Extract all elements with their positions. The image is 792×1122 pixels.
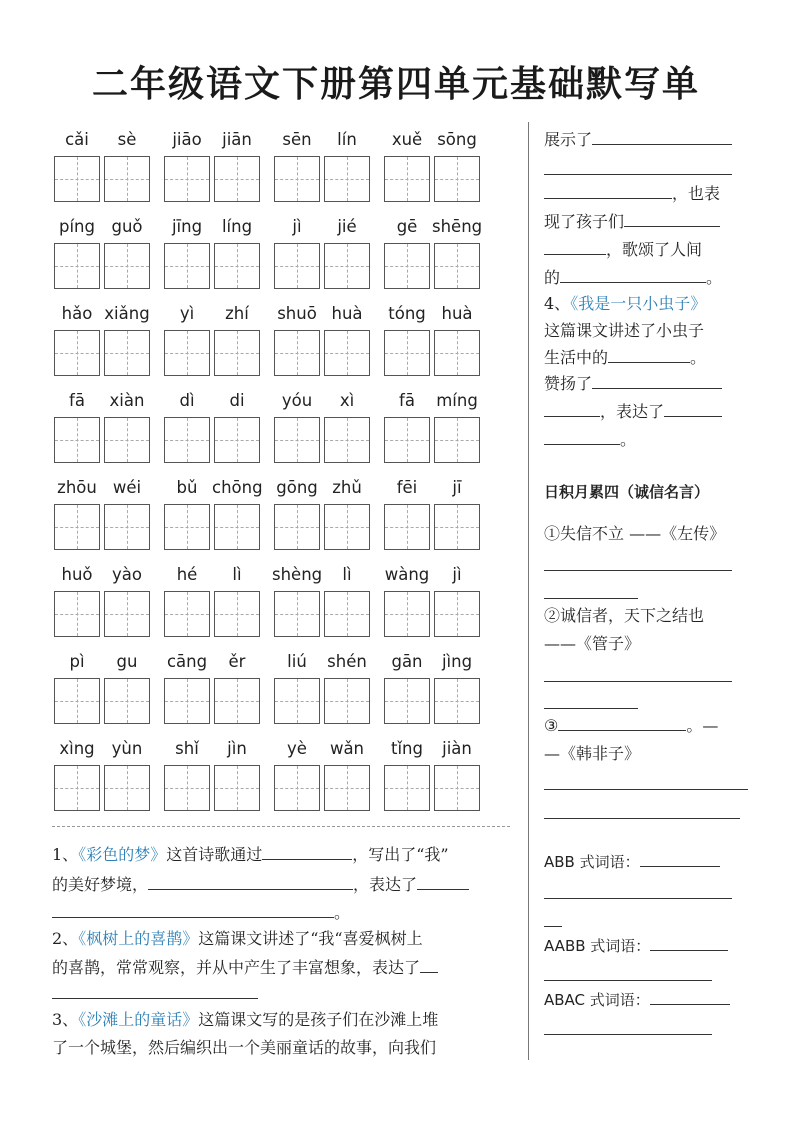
- pinyin-label: gē: [396, 217, 418, 236]
- right-line-4: [544, 236, 702, 264]
- pinyin-row: [48, 383, 518, 463]
- pinyin-row: [48, 209, 518, 289]
- word-pair: [272, 209, 372, 289]
- abb-label: ABB 式词语：: [544, 853, 640, 871]
- word-pair: [162, 557, 262, 637]
- right-line-3: [544, 208, 720, 236]
- pinyin-label: shèng: [272, 565, 323, 584]
- r-blank-3[interactable]: [544, 182, 672, 199]
- quote-3-source: —《韩非子》: [544, 744, 641, 763]
- writing-box[interactable]: [384, 591, 430, 637]
- q1-title: 《彩色的梦》: [78, 845, 167, 864]
- word-pair: [272, 731, 372, 811]
- pinyin-label: jìn: [227, 739, 247, 758]
- word-pair: [382, 470, 482, 550]
- word-pair: [272, 383, 372, 463]
- right-line-10: [544, 426, 636, 454]
- q2-number: 2、: [52, 929, 79, 948]
- writing-box[interactable]: [164, 330, 210, 376]
- writing-box[interactable]: [214, 417, 260, 463]
- writing-box[interactable]: [104, 591, 150, 637]
- writing-box[interactable]: [164, 417, 210, 463]
- writing-box[interactable]: [54, 504, 100, 550]
- quote-3-blank[interactable]: [558, 714, 686, 731]
- word-pair: [52, 122, 152, 202]
- pinyin-label: lì: [232, 565, 242, 584]
- pinyin-label: jīng: [171, 217, 203, 236]
- pinyin-label: chōng: [212, 478, 263, 497]
- word-pair: [382, 644, 482, 724]
- writing-box[interactable]: [384, 678, 430, 724]
- pinyin-label: lì: [342, 565, 352, 584]
- pinyin-label: xuě: [391, 130, 423, 149]
- writing-box[interactable]: [214, 765, 260, 811]
- pinyin-label: shǐ: [175, 739, 199, 758]
- right-line-6: [544, 317, 704, 345]
- writing-box[interactable]: [54, 678, 100, 724]
- writing-box[interactable]: [384, 504, 430, 550]
- pinyin-label: zhǔ: [332, 478, 362, 497]
- word-pair: [162, 383, 262, 463]
- right-line-5: [544, 264, 722, 292]
- pinyin-label: xìng: [59, 739, 95, 758]
- quote-3: [544, 712, 718, 740]
- right-line-1: [544, 126, 732, 154]
- pinyin-label: míng: [436, 391, 478, 410]
- word-pair: [52, 644, 152, 724]
- r-text-7-end: 。: [690, 348, 707, 367]
- pinyin-label: gān: [391, 652, 423, 671]
- writing-box[interactable]: [104, 417, 150, 463]
- abb-blank-1[interactable]: [640, 850, 720, 867]
- pinyin-label: hé: [176, 565, 198, 584]
- q2-blank-1[interactable]: [420, 956, 438, 973]
- r-text-8: 赞扬了: [544, 374, 593, 393]
- writing-box[interactable]: [214, 678, 260, 724]
- abac-blank-1[interactable]: [650, 988, 730, 1005]
- pinyin-label: lín: [337, 130, 357, 149]
- q2-blank-2[interactable]: [52, 998, 258, 999]
- pinyin-label: wǎn: [329, 739, 365, 758]
- writing-box[interactable]: [104, 330, 150, 376]
- r-blank-11[interactable]: [544, 428, 620, 445]
- aabb-words: [544, 932, 728, 960]
- quote-3-blank-2[interactable]: [544, 789, 748, 790]
- pinyin-label: xì: [339, 391, 355, 410]
- pinyin-label: xiǎng: [104, 304, 150, 323]
- q1-number: 1、: [52, 845, 79, 864]
- writing-box[interactable]: [104, 243, 150, 289]
- writing-box[interactable]: [434, 156, 480, 202]
- writing-box[interactable]: [164, 156, 210, 202]
- word-pair: [272, 296, 372, 376]
- writing-box[interactable]: [164, 765, 210, 811]
- writing-box[interactable]: [104, 678, 150, 724]
- right-line-9: [544, 398, 722, 426]
- pinyin-label: yì: [179, 304, 195, 323]
- writing-box[interactable]: [274, 591, 320, 637]
- pinyin-label: gōng: [276, 478, 318, 497]
- pinyin-label: líng: [221, 217, 253, 236]
- quote-2-blank-1[interactable]: [544, 681, 732, 682]
- word-pair: [162, 644, 262, 724]
- pinyin-label: yóu: [281, 391, 313, 410]
- pinyin-label: cāng: [166, 652, 208, 671]
- r-text-1: 展示了: [544, 130, 593, 149]
- writing-box[interactable]: [434, 504, 480, 550]
- pinyin-label: jiāo: [172, 130, 202, 149]
- abb-words: [544, 848, 720, 876]
- quote-1-blank-2[interactable]: [544, 598, 638, 599]
- pinyin-label: jìng: [441, 652, 473, 671]
- word-pair: [272, 644, 372, 724]
- pinyin-label: wàng: [384, 565, 430, 584]
- r-blank-7[interactable]: [608, 346, 690, 363]
- q1-text-e: 。: [334, 903, 351, 922]
- r-text-6: 这篇课文讲述了小虫子: [544, 321, 705, 340]
- pinyin-label: shén: [327, 652, 367, 671]
- pinyin-label: huà: [441, 304, 473, 323]
- pinyin-label: zhí: [225, 304, 249, 323]
- pinyin-label: tǐng: [391, 739, 423, 758]
- column-divider: [528, 122, 529, 1060]
- quote-2-blank-2[interactable]: [544, 708, 638, 709]
- r-text-5: 的: [544, 268, 561, 287]
- q1-blank-1[interactable]: [262, 843, 352, 860]
- word-pair: [52, 470, 152, 550]
- word-pair: [382, 122, 482, 202]
- writing-box[interactable]: [384, 156, 430, 202]
- word-pair: [162, 731, 262, 811]
- pinyin-label: jiān: [222, 130, 252, 149]
- r-blank-2[interactable]: [544, 174, 732, 175]
- pinyin-label: guǒ: [111, 217, 143, 236]
- writing-box[interactable]: [384, 765, 430, 811]
- pinyin-label: wéi: [112, 478, 142, 497]
- r-text-7: 生活中的: [544, 348, 609, 367]
- r-text-10-end: 。: [620, 430, 637, 449]
- r-text-2: ，也表: [672, 184, 721, 203]
- r-blank-10[interactable]: [664, 400, 722, 417]
- q1-blank-3[interactable]: [417, 873, 469, 890]
- writing-box[interactable]: [384, 243, 430, 289]
- pinyin-label: zhōu: [57, 478, 97, 497]
- q1-text-b: ，写出了“我”: [352, 845, 449, 864]
- question-4: [544, 290, 706, 318]
- aabb-label: AABB 式词语：: [544, 937, 651, 955]
- r-text-4: ，歌颂了人间: [606, 240, 703, 259]
- abac-words: [544, 986, 730, 1014]
- pinyin-label: jì: [292, 217, 302, 236]
- word-pair: [52, 383, 152, 463]
- writing-box[interactable]: [324, 678, 370, 724]
- word-pair: [162, 122, 262, 202]
- pinyin-label: sōng: [437, 130, 477, 149]
- idiom-section-heading: 日积月累四（诚信名言）: [544, 483, 710, 501]
- pinyin-label: di: [229, 391, 245, 410]
- abb-blank-2[interactable]: [544, 898, 732, 899]
- pinyin-label: huǒ: [61, 565, 93, 584]
- r-text-3: 现了孩子们: [544, 212, 625, 231]
- q3-text-b: 了一个城堡，然后编织出一个美丽童话的故事，向我们: [52, 1038, 437, 1057]
- word-pair: [382, 383, 482, 463]
- pinyin-label: yào: [112, 565, 142, 584]
- word-pair: [52, 209, 152, 289]
- writing-box[interactable]: [434, 591, 480, 637]
- pinyin-label: yè: [287, 739, 307, 758]
- writing-box[interactable]: [324, 504, 370, 550]
- pinyin-label: tóng: [388, 304, 426, 323]
- writing-box[interactable]: [324, 417, 370, 463]
- right-line-8: [544, 370, 722, 398]
- right-line-7: [544, 344, 706, 372]
- pinyin-label: cǎi: [65, 130, 89, 149]
- writing-box[interactable]: [104, 156, 150, 202]
- writing-box[interactable]: [274, 243, 320, 289]
- r-blank-8[interactable]: [592, 372, 722, 389]
- pinyin-label: ěr: [228, 652, 246, 671]
- pinyin-label: shēng: [432, 217, 483, 236]
- writing-box[interactable]: [274, 330, 320, 376]
- writing-box[interactable]: [164, 678, 210, 724]
- writing-box[interactable]: [214, 156, 260, 202]
- writing-box[interactable]: [434, 243, 480, 289]
- writing-box[interactable]: [434, 330, 480, 376]
- writing-box[interactable]: [164, 591, 210, 637]
- section-divider: [52, 826, 510, 827]
- r-blank-9[interactable]: [544, 400, 600, 417]
- pinyin-label: pì: [69, 652, 85, 671]
- pinyin-label: bǔ: [176, 478, 198, 497]
- pinyin-label: hǎo: [61, 304, 93, 323]
- r-blank-6[interactable]: [560, 266, 706, 283]
- quote-2-source: ——《管子》: [544, 634, 641, 653]
- q3-number: 3、: [52, 1010, 79, 1029]
- pinyin-label: jiàn: [442, 739, 472, 758]
- q1-blank-4[interactable]: [52, 901, 334, 918]
- word-pair: [272, 122, 372, 202]
- pinyin-row: [48, 731, 518, 811]
- word-pair: [382, 209, 482, 289]
- pinyin-label: dì: [179, 391, 195, 410]
- question-2: [52, 924, 522, 954]
- writing-box[interactable]: [384, 330, 430, 376]
- question-3: [52, 1005, 522, 1035]
- word-pair: [382, 296, 482, 376]
- quote-3-blank-3[interactable]: [544, 818, 740, 819]
- pinyin-label: jié: [337, 217, 357, 236]
- pinyin-row: [48, 644, 518, 724]
- writing-box[interactable]: [274, 504, 320, 550]
- writing-box[interactable]: [54, 330, 100, 376]
- aabb-blank-1[interactable]: [650, 934, 728, 951]
- word-pair: [52, 296, 152, 376]
- pinyin-label: huà: [331, 304, 363, 323]
- pinyin-label: shuō: [277, 304, 317, 323]
- pinyin-label: píng: [59, 217, 95, 236]
- writing-box[interactable]: [384, 417, 430, 463]
- pinyin-label: liú: [287, 652, 307, 671]
- pinyin-label: sè: [117, 130, 137, 149]
- q2-text-b: 的喜鹊，常常观察，并从中产生了丰富想象，表达了: [52, 958, 421, 977]
- writing-box[interactable]: [324, 765, 370, 811]
- writing-box[interactable]: [214, 591, 260, 637]
- pinyin-label: jì: [452, 565, 462, 584]
- quote-3-num: ③: [544, 716, 559, 735]
- writing-box[interactable]: [274, 678, 320, 724]
- writing-box[interactable]: [434, 417, 480, 463]
- writing-box[interactable]: [434, 765, 480, 811]
- q2-title: 《枫树上的喜鹊》: [78, 929, 199, 948]
- word-pair: [52, 557, 152, 637]
- pinyin-label: fā: [69, 391, 85, 410]
- q1-text-c: 的美好梦境，: [52, 875, 149, 894]
- word-pair: [162, 296, 262, 376]
- writing-box[interactable]: [214, 504, 260, 550]
- word-pair: [382, 731, 482, 811]
- writing-box[interactable]: [104, 504, 150, 550]
- pinyin-label: gu: [116, 652, 138, 671]
- q3-text-a: 这篇课文写的是孩子们在沙滩上堆: [198, 1010, 439, 1029]
- writing-box[interactable]: [274, 765, 320, 811]
- writing-box[interactable]: [164, 504, 210, 550]
- quote-3-end: 。—: [686, 716, 719, 735]
- r-blank-4[interactable]: [624, 210, 720, 227]
- writing-box[interactable]: [54, 243, 100, 289]
- pinyin-row: [48, 470, 518, 550]
- word-pair: [162, 209, 262, 289]
- pinyin-label: yùn: [111, 739, 143, 758]
- r-blank-1[interactable]: [592, 128, 732, 145]
- writing-box[interactable]: [434, 678, 480, 724]
- writing-box[interactable]: [214, 243, 260, 289]
- writing-box[interactable]: [54, 591, 100, 637]
- right-line-2: [544, 180, 720, 208]
- writing-box[interactable]: [324, 156, 370, 202]
- q1-text-a: 这首诗歌通过: [166, 845, 263, 864]
- r-text-5-end: 。: [706, 268, 723, 287]
- writing-box[interactable]: [324, 243, 370, 289]
- writing-box[interactable]: [54, 765, 100, 811]
- pinyin-row: [48, 122, 518, 202]
- pinyin-label: fēi: [396, 478, 418, 497]
- question-3-line2: [52, 1033, 522, 1063]
- pinyin-label: sēn: [282, 130, 312, 149]
- q2-text-a: 这篇课文讲述了“我“喜爱枫树上: [198, 929, 423, 948]
- question-1-line2: [52, 870, 522, 900]
- writing-box[interactable]: [274, 156, 320, 202]
- q3-title: 《沙滩上的童话》: [78, 1010, 199, 1029]
- word-pair: [382, 557, 482, 637]
- q4-title: 《我是一只小虫子》: [570, 294, 707, 313]
- pinyin-label: xiàn: [109, 391, 145, 410]
- writing-box[interactable]: [164, 243, 210, 289]
- question-2-line2: [52, 953, 522, 983]
- q4-number: 4、: [544, 294, 571, 313]
- aabb-blank-2[interactable]: [544, 980, 712, 981]
- quote-2: ②诚信者，天下之结也: [544, 606, 705, 625]
- pinyin-row: [48, 296, 518, 376]
- word-pair: [162, 470, 262, 550]
- question-1: [52, 840, 522, 870]
- abb-blank-3[interactable]: [544, 926, 562, 927]
- q1-blank-2[interactable]: [148, 873, 353, 890]
- word-pair: [272, 557, 372, 637]
- writing-box[interactable]: [54, 156, 100, 202]
- writing-box[interactable]: [214, 330, 260, 376]
- pinyin-grid: [48, 122, 518, 822]
- r-text-9: ，表达了: [600, 402, 665, 421]
- writing-box[interactable]: [54, 417, 100, 463]
- pinyin-label: fā: [399, 391, 415, 410]
- page-title: 二年级语文下册第四单元基础默写单: [91, 64, 700, 105]
- abac-blank-2[interactable]: [544, 1034, 712, 1035]
- quote-1-blank-1[interactable]: [544, 570, 732, 571]
- word-pair: [272, 470, 372, 550]
- writing-box[interactable]: [324, 330, 370, 376]
- writing-box[interactable]: [324, 591, 370, 637]
- q1-text-d: ，表达了: [353, 875, 418, 894]
- r-blank-5[interactable]: [544, 238, 606, 255]
- writing-box[interactable]: [104, 765, 150, 811]
- pinyin-label: jī: [452, 478, 462, 497]
- word-pair: [52, 731, 152, 811]
- quote-1: ①失信不立 ——《左传》: [544, 524, 726, 543]
- writing-box[interactable]: [274, 417, 320, 463]
- pinyin-row: [48, 557, 518, 637]
- abac-label: ABAC 式词语：: [544, 991, 650, 1009]
